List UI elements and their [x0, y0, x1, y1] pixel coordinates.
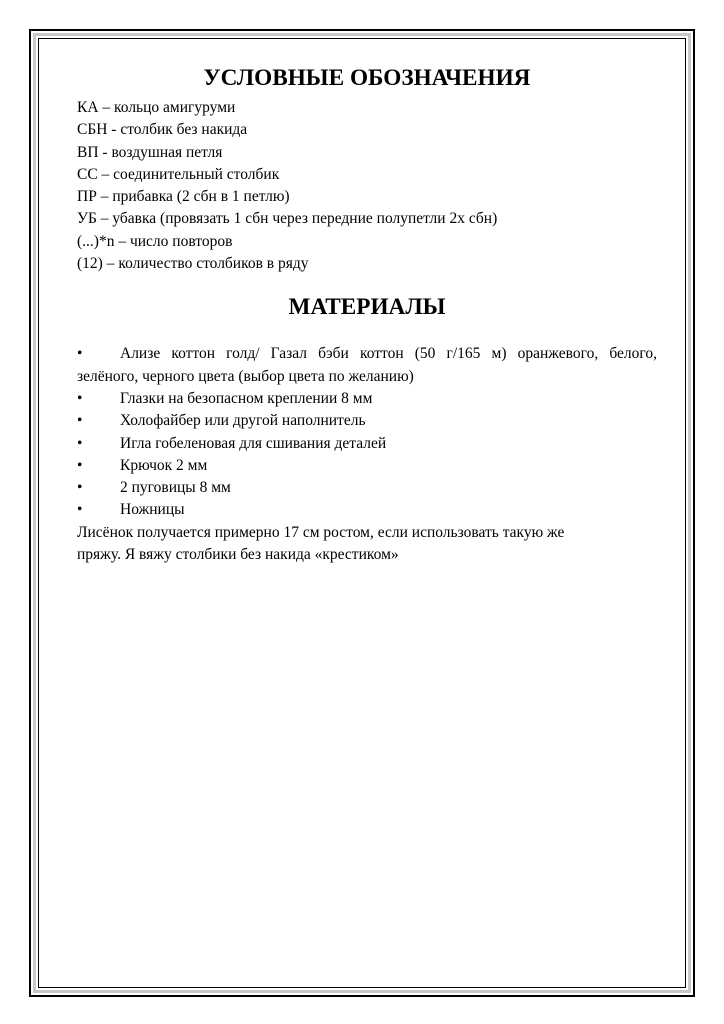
size-note-line: Лисёнок получается примерно 17 см ростом, если использовать такую же	[77, 523, 565, 541]
bullet-icon: •	[77, 501, 83, 519]
size-note	[77, 522, 657, 567]
materials-item	[77, 477, 657, 499]
materials-item-yarn	[77, 343, 657, 388]
materials-item-text: Игла гобеленовая для сшивания деталей	[120, 434, 387, 452]
legend-item: СБН - столбик без накида	[77, 121, 248, 139]
legend-item: КА – кольцо амигуруми	[77, 99, 236, 116]
bullet-icon: •	[77, 434, 83, 452]
materials-list	[77, 343, 657, 521]
materials-item-text: Глазки на безопасном креплении 8 мм	[120, 389, 373, 407]
materials-item-text: Холофайбер или другой наполнитель	[120, 412, 366, 430]
legend-item: УБ – убавка (провязать 1 сбн через передние полупетли 2х сбн)	[77, 210, 498, 228]
materials-item	[77, 499, 657, 521]
materials-item	[77, 455, 657, 477]
bullet-icon: •	[77, 345, 83, 363]
bullet-icon: •	[77, 412, 83, 430]
legend-heading: УСЛОВНЫЕ ОБОЗНАЧЕНИЯ	[203, 65, 531, 91]
legend-list	[77, 97, 657, 275]
legend-item: СС – соединительный столбик	[77, 165, 280, 183]
bullet-icon: •	[77, 479, 83, 497]
materials-item	[77, 410, 657, 432]
bullet-icon: •	[77, 389, 83, 407]
size-note-line: пряжу. Я вяжу столбики без накида «крестиком»	[77, 546, 399, 564]
materials-item	[77, 433, 657, 455]
materials-heading: МАТЕРИАЛЫ	[288, 294, 446, 321]
materials-item-text: 2 пуговицы 8 мм	[120, 479, 231, 497]
legend-item: (12) – количество столбиков в ряду	[77, 255, 309, 273]
materials-item-text: Ножницы	[120, 501, 185, 519]
legend-item: ПР – прибавка (2 сбн в 1 петлю)	[77, 188, 290, 206]
document-content	[77, 66, 657, 566]
materials-item	[77, 388, 657, 410]
materials-item-text-continued: зелёного, черного цвета (выбор цвета по желанию)	[77, 367, 414, 385]
legend-item: ВП - воздушная петля	[77, 143, 223, 161]
legend-item: (...)*n – число повторов	[77, 232, 233, 250]
materials-item-text: Ализе коттон голд/ Газал бэби коттон (50 г/165 м) оранжевого, белого,	[120, 345, 657, 363]
materials-item-text: Крючок 2 мм	[120, 456, 208, 474]
bullet-icon: •	[77, 456, 83, 474]
